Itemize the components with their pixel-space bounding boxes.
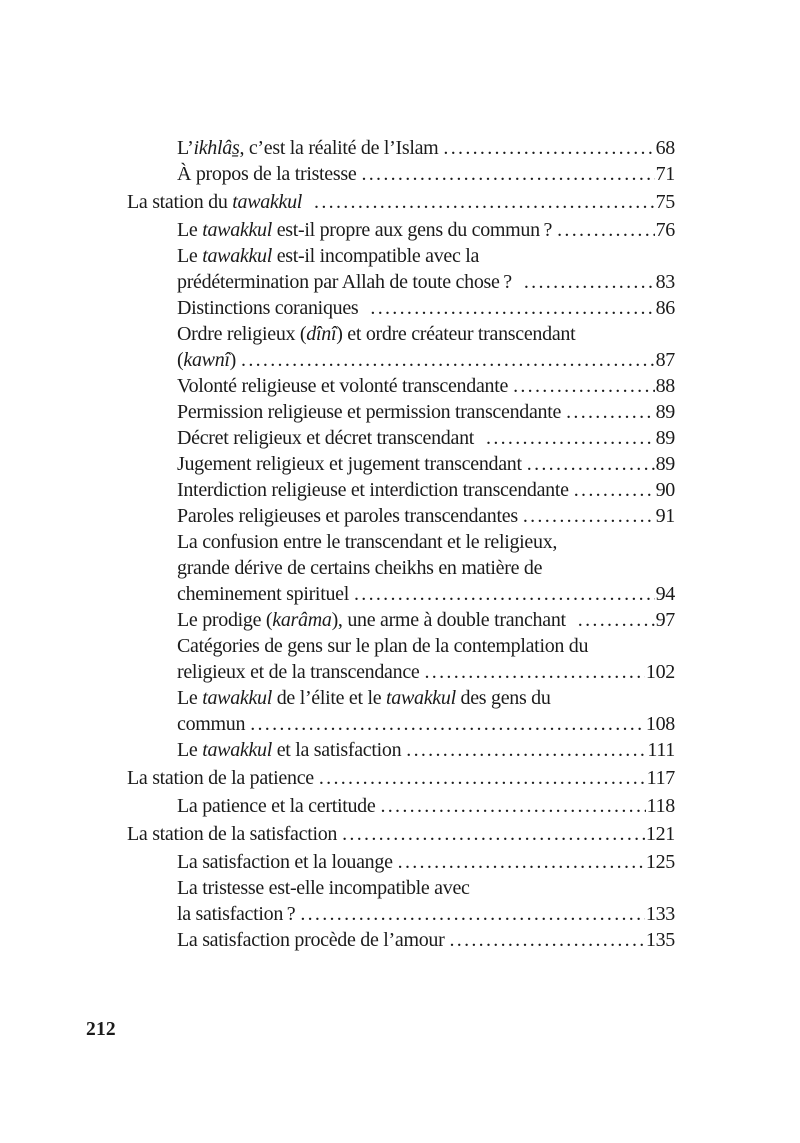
- toc-term: prédétermination par Allah de toute chose ?: [177, 271, 512, 293]
- toc-entry: [127, 875, 675, 901]
- toc-term: À propos de la tristesse: [177, 163, 357, 185]
- toc-entry-text: [177, 685, 551, 711]
- toc-page-number: 94: [655, 583, 675, 605]
- toc-entry: [127, 529, 675, 555]
- dot-leader: [370, 295, 654, 321]
- toc-term: La tristesse est-elle incompatible avec: [177, 877, 470, 899]
- toc-term: La satisfaction et la louange: [177, 851, 393, 873]
- toc-page-number: 111: [647, 739, 675, 761]
- toc-term: Décret religieux et décret transcendant: [177, 427, 475, 449]
- toc-entry: [127, 793, 675, 819]
- toc-term: commun: [177, 713, 246, 735]
- toc-entry: [127, 581, 675, 607]
- toc-entry: [127, 347, 675, 373]
- dot-leader: [319, 765, 646, 791]
- toc-entry: [127, 217, 675, 243]
- toc-entry: [127, 685, 675, 711]
- toc-page-number: 83: [655, 271, 675, 293]
- toc-term-italic: tawakkul: [202, 245, 273, 267]
- dot-leader: [425, 659, 645, 685]
- toc-page-number: 97: [655, 609, 675, 631]
- toc-page-number: 121: [645, 823, 675, 845]
- toc-term-italic: kawnî: [183, 349, 230, 371]
- toc-entry-text: [177, 633, 588, 659]
- toc-term: et la satisfaction: [272, 739, 402, 761]
- toc-entry-text: [177, 321, 575, 347]
- toc-page-number: 135: [645, 929, 675, 951]
- toc-page-number: 68: [655, 137, 675, 159]
- toc-term: Distinctions coraniques: [177, 297, 359, 319]
- toc-page-number: 91: [655, 505, 675, 527]
- toc-entry-text: [177, 399, 561, 425]
- toc-term: Le: [177, 739, 203, 761]
- toc-term: La satisfaction procède de l’amour: [177, 929, 445, 951]
- toc-entry: [127, 161, 675, 187]
- toc-entry: [127, 503, 675, 529]
- toc-page-number: 89: [655, 427, 675, 449]
- table-of-contents: [127, 135, 675, 953]
- toc-term-italic: karâma: [272, 609, 332, 631]
- toc-entry-text: [177, 711, 245, 737]
- dot-leader: [524, 269, 655, 295]
- toc-entry-text: [177, 243, 479, 269]
- toc-term: est-il propre aux gens du commun ?: [272, 219, 553, 241]
- toc-term: , c’est la réalité de l’Islam: [239, 137, 439, 159]
- toc-entry: [127, 269, 675, 295]
- toc-term: est-il incompatible avec la: [272, 245, 480, 267]
- toc-entry-text: [177, 477, 569, 503]
- toc-entry: [127, 633, 675, 659]
- toc-entry-text: [177, 875, 470, 901]
- toc-term: La patience et la certitude: [177, 795, 376, 817]
- toc-entry-text: [177, 659, 420, 685]
- toc-entry: [127, 451, 675, 477]
- toc-entry-text: [177, 269, 512, 295]
- toc-entry: [127, 295, 675, 321]
- toc-entry: [127, 373, 675, 399]
- toc-term: (: [177, 349, 184, 371]
- toc-term: Le: [177, 245, 203, 267]
- toc-entry: [127, 477, 675, 503]
- toc-page-number: 90: [655, 479, 675, 501]
- toc-term-italic: dînî: [306, 323, 337, 345]
- toc-entry: [127, 243, 675, 269]
- toc-term: Jugement religieux et jugement transcendant: [177, 453, 522, 475]
- toc-entry: [127, 849, 675, 875]
- toc-entry: [127, 901, 675, 927]
- toc-entry: [127, 737, 675, 763]
- toc-entry-text: [177, 555, 542, 581]
- toc-page-number: 117: [646, 767, 675, 789]
- toc-page-number: 89: [655, 401, 675, 423]
- toc-entry-text: [177, 901, 295, 927]
- toc-term: La confusion entre le transcendant et le religieux,: [177, 531, 558, 553]
- toc-page-number: 102: [645, 661, 675, 683]
- toc-entry-text: [177, 607, 566, 633]
- toc-entry: [127, 607, 675, 633]
- dot-leader: [486, 425, 655, 451]
- dot-leader: [574, 477, 655, 503]
- toc-entry-text: [127, 189, 302, 215]
- dot-leader: [513, 373, 655, 399]
- dot-leader: [449, 927, 644, 953]
- toc-entry-text: [177, 425, 474, 451]
- toc-entry: [127, 659, 675, 685]
- toc-term: Volonté religieuse et volonté transcendante: [177, 375, 509, 397]
- toc-entry-text: [127, 765, 314, 791]
- toc-term: Catégories de gens sur le plan de la contemplation du: [177, 635, 589, 657]
- dot-leader: [398, 849, 645, 875]
- toc-entry-text: [177, 373, 508, 399]
- toc-entry-text: [177, 503, 518, 529]
- toc-term: ): [229, 349, 237, 371]
- toc-term-italic: ikhlâs̱: [193, 137, 240, 159]
- toc-entry-text: [177, 529, 557, 555]
- folio-page-number: 212: [86, 1019, 116, 1040]
- toc-term: Le: [177, 219, 203, 241]
- toc-page-number: 88: [655, 375, 675, 397]
- toc-entry-text: [177, 927, 444, 953]
- dot-leader: [300, 901, 645, 927]
- dot-leader: [406, 737, 646, 763]
- dot-leader: [241, 347, 655, 373]
- toc-entry-text: [177, 849, 393, 875]
- toc-page-number: 118: [646, 795, 675, 817]
- toc-entry-text: [177, 793, 375, 819]
- dot-leader: [361, 161, 654, 187]
- dot-leader: [578, 607, 655, 633]
- toc-term: Paroles religieuses et paroles transcendantes: [177, 505, 518, 527]
- toc-term: de l’élite et le: [272, 687, 387, 709]
- toc-page-number: 125: [645, 851, 675, 873]
- toc-entry-text: [177, 347, 236, 373]
- toc-term: Le prodige (: [177, 609, 273, 631]
- toc-entry: [127, 711, 675, 737]
- toc-entry: [127, 765, 675, 791]
- toc-entry: [127, 399, 675, 425]
- toc-term: ), une arme à double tranchant: [331, 609, 566, 631]
- toc-entry-text: [177, 217, 552, 243]
- toc-term: cheminement spirituel: [177, 583, 349, 605]
- toc-entry: [127, 927, 675, 953]
- toc-term: Ordre religieux (: [177, 323, 307, 345]
- toc-page-number: 108: [645, 713, 675, 735]
- toc-entry: [127, 425, 675, 451]
- toc-term: La station du: [127, 191, 233, 213]
- toc-term: religieux et de la transcendance: [177, 661, 420, 683]
- toc-term: Interdiction religieuse et interdiction transcendante: [177, 479, 569, 501]
- toc-page-number: 87: [655, 349, 675, 371]
- toc-page-number: 133: [645, 903, 675, 925]
- dot-leader: [354, 581, 655, 607]
- toc-entry-text: [127, 821, 337, 847]
- toc-page-number: 75: [655, 191, 675, 213]
- dot-leader: [527, 451, 655, 477]
- toc-term: des gens du: [455, 687, 551, 709]
- toc-entry: [127, 189, 675, 215]
- toc-term-italic: tawakkul: [202, 219, 273, 241]
- dot-leader: [314, 189, 655, 215]
- toc-page-number: 89: [655, 453, 675, 475]
- toc-term: ) et ordre créateur transcendant: [336, 323, 576, 345]
- toc-entry: [127, 555, 675, 581]
- toc-term: La station de la satisfaction: [127, 823, 338, 845]
- dot-leader: [342, 821, 645, 847]
- toc-term: Permission religieuse et permission transcendante: [177, 401, 562, 423]
- toc-term-italic: tawakkul: [232, 191, 303, 213]
- toc-term-italic: tawakkul: [202, 687, 273, 709]
- dot-leader: [566, 399, 655, 425]
- dot-leader: [557, 217, 654, 243]
- toc-term: la satisfaction ?: [177, 903, 296, 925]
- dot-leader: [380, 793, 645, 819]
- toc-page-number: 86: [655, 297, 675, 319]
- toc-term: La station de la patience: [127, 767, 314, 789]
- toc-term-italic: tawakkul: [386, 687, 456, 709]
- toc-term: Le: [177, 687, 203, 709]
- toc-term: grande dérive de certains cheikhs en matière de: [177, 557, 543, 579]
- toc-entry: [127, 821, 675, 847]
- dot-leader: [523, 503, 655, 529]
- toc-term: L’: [177, 137, 194, 159]
- toc-entry-text: [177, 581, 349, 607]
- toc-entry-text: [177, 451, 522, 477]
- dot-leader: [443, 135, 654, 161]
- toc-entry: [127, 321, 675, 347]
- toc-entry-text: [177, 135, 438, 161]
- toc-entry-text: [177, 161, 356, 187]
- toc-entry: [127, 135, 675, 161]
- toc-entry-text: [177, 737, 401, 763]
- toc-term-italic: tawakkul: [202, 739, 273, 761]
- dot-leader: [250, 711, 645, 737]
- toc-page-number: 76: [655, 219, 675, 241]
- toc-entry-text: [177, 295, 358, 321]
- toc-page-number: 71: [655, 163, 675, 185]
